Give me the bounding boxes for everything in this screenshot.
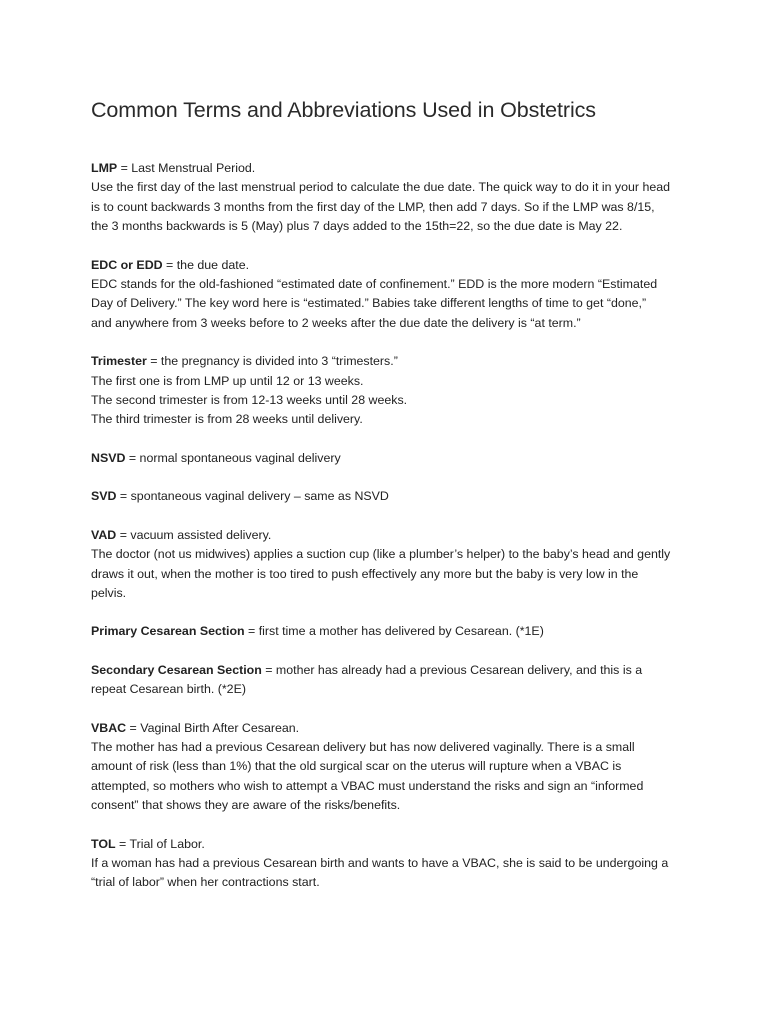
term-entry [91, 256, 691, 334]
document-page [91, 98, 691, 912]
term-definition: = the pregnancy is divided into 3 “trimesters.” [146, 354, 398, 369]
term-explanation-line: draws it out, when the mother is too tired to push effectively any more but the baby is very low in the [91, 566, 639, 581]
term-heading [91, 622, 691, 641]
term-explanation-line: If a woman has had a previous Cesarean birth and wants to have a VBAC, she is said to be undergoing a [91, 855, 669, 870]
term-explanation-line: Use the first day of the last menstrual period to calculate the due date. The quick way to do it in your head [91, 180, 671, 195]
term-explanation-line: EDC stands for the old-fashioned “estimated date of confinement.” EDD is the more modern “Estimated [91, 277, 658, 292]
term-entry [91, 835, 691, 893]
term-entry [91, 622, 691, 641]
term-definition: = spontaneous vaginal delivery – same as NSVD [116, 489, 389, 504]
term-label: TOL [91, 836, 116, 851]
term-list [91, 159, 691, 893]
term-label: NSVD [91, 450, 126, 465]
term-definition: = Vaginal Birth After Cesarean. [126, 720, 300, 735]
term-explanation-line: amount of risk (less than 1%) that the old surgical scar on the uterus will rupture when a VBAC is [91, 759, 622, 774]
term-heading [91, 487, 691, 506]
term-entry [91, 487, 691, 506]
term-heading [91, 159, 691, 178]
term-definition: = normal spontaneous vaginal delivery [125, 450, 341, 465]
term-entry [91, 526, 691, 604]
term-heading [91, 256, 691, 275]
term-definition: = Trial of Labor. [115, 836, 205, 851]
term-explanation-line: Day of Delivery.” The key word here is “estimated.” Babies take different lengths of time to get “done,” [91, 296, 647, 311]
term-explanation-line: attempted, so mothers who wish to attempt a VBAC must understand the risks and sign an “informed [91, 778, 644, 793]
term-explanation-line: The third trimester is from 28 weeks until delivery. [91, 412, 363, 427]
term-entry [91, 352, 691, 430]
term-label: Trimester [91, 354, 147, 369]
term-definition: = Last Menstrual Period. [117, 161, 256, 175]
term-heading [91, 661, 691, 680]
term-explanation-line: and anywhere from 3 weeks before to 2 weeks after the due date the delivery is “at term.” [91, 315, 581, 330]
term-label: Secondary Cesarean Section [91, 662, 262, 677]
term-explanation-line: The doctor (not us midwives) applies a suction cup (like a plumber’s helper) to the baby’s head and gently [91, 547, 671, 562]
term-explanation-line: repeat Cesarean birth. (*2E) [91, 682, 246, 697]
term-explanation-line: The second trimester is from 12-13 weeks until 28 weeks. [91, 393, 408, 408]
term-label: Primary Cesarean Section [91, 624, 245, 639]
term-explanation-line: consent” that shows they are aware of the risks/benefits. [91, 798, 401, 813]
term-explanation-line: pelvis. [91, 585, 127, 600]
term-entry [91, 661, 691, 700]
term-definition: = first time a mother has delivered by Cesarean. (*1E) [244, 624, 544, 639]
term-heading [91, 352, 691, 371]
term-label: VAD [91, 527, 117, 542]
term-heading [91, 719, 691, 738]
term-label: SVD [91, 489, 117, 504]
page-title: Common Terms and Abbreviations Used in Obstetrics [91, 98, 596, 122]
term-label: VBAC [91, 720, 127, 735]
term-heading [91, 526, 691, 545]
term-label: EDC or EDD [91, 257, 163, 272]
term-explanation-line: “trial of labor” when her contractions start. [91, 875, 320, 890]
term-entry [91, 719, 691, 816]
term-explanation-line: The mother has had a previous Cesarean delivery but has now delivered vaginally. There is a small [91, 739, 635, 754]
term-entry [91, 159, 691, 237]
term-heading [91, 449, 691, 468]
term-definition: = mother has already had a previous Cesarean delivery, and this is a [261, 662, 643, 677]
term-heading [91, 835, 691, 854]
term-definition: = the due date. [162, 257, 250, 272]
term-definition: = vacuum assisted delivery. [116, 527, 272, 542]
term-explanation-line: is to count backwards 3 months from the first day of the LMP, then add 7 days. So if the LMP was 8/15, [91, 199, 655, 214]
term-entry [91, 449, 691, 468]
term-explanation-line: the 3 months backwards is 5 (May) plus 7 days added to the 15th=22, so the due date is May 22. [91, 219, 623, 234]
term-explanation-line: The first one is from LMP up until 12 or 13 weeks. [91, 373, 364, 388]
term-label: LMP [91, 161, 118, 175]
